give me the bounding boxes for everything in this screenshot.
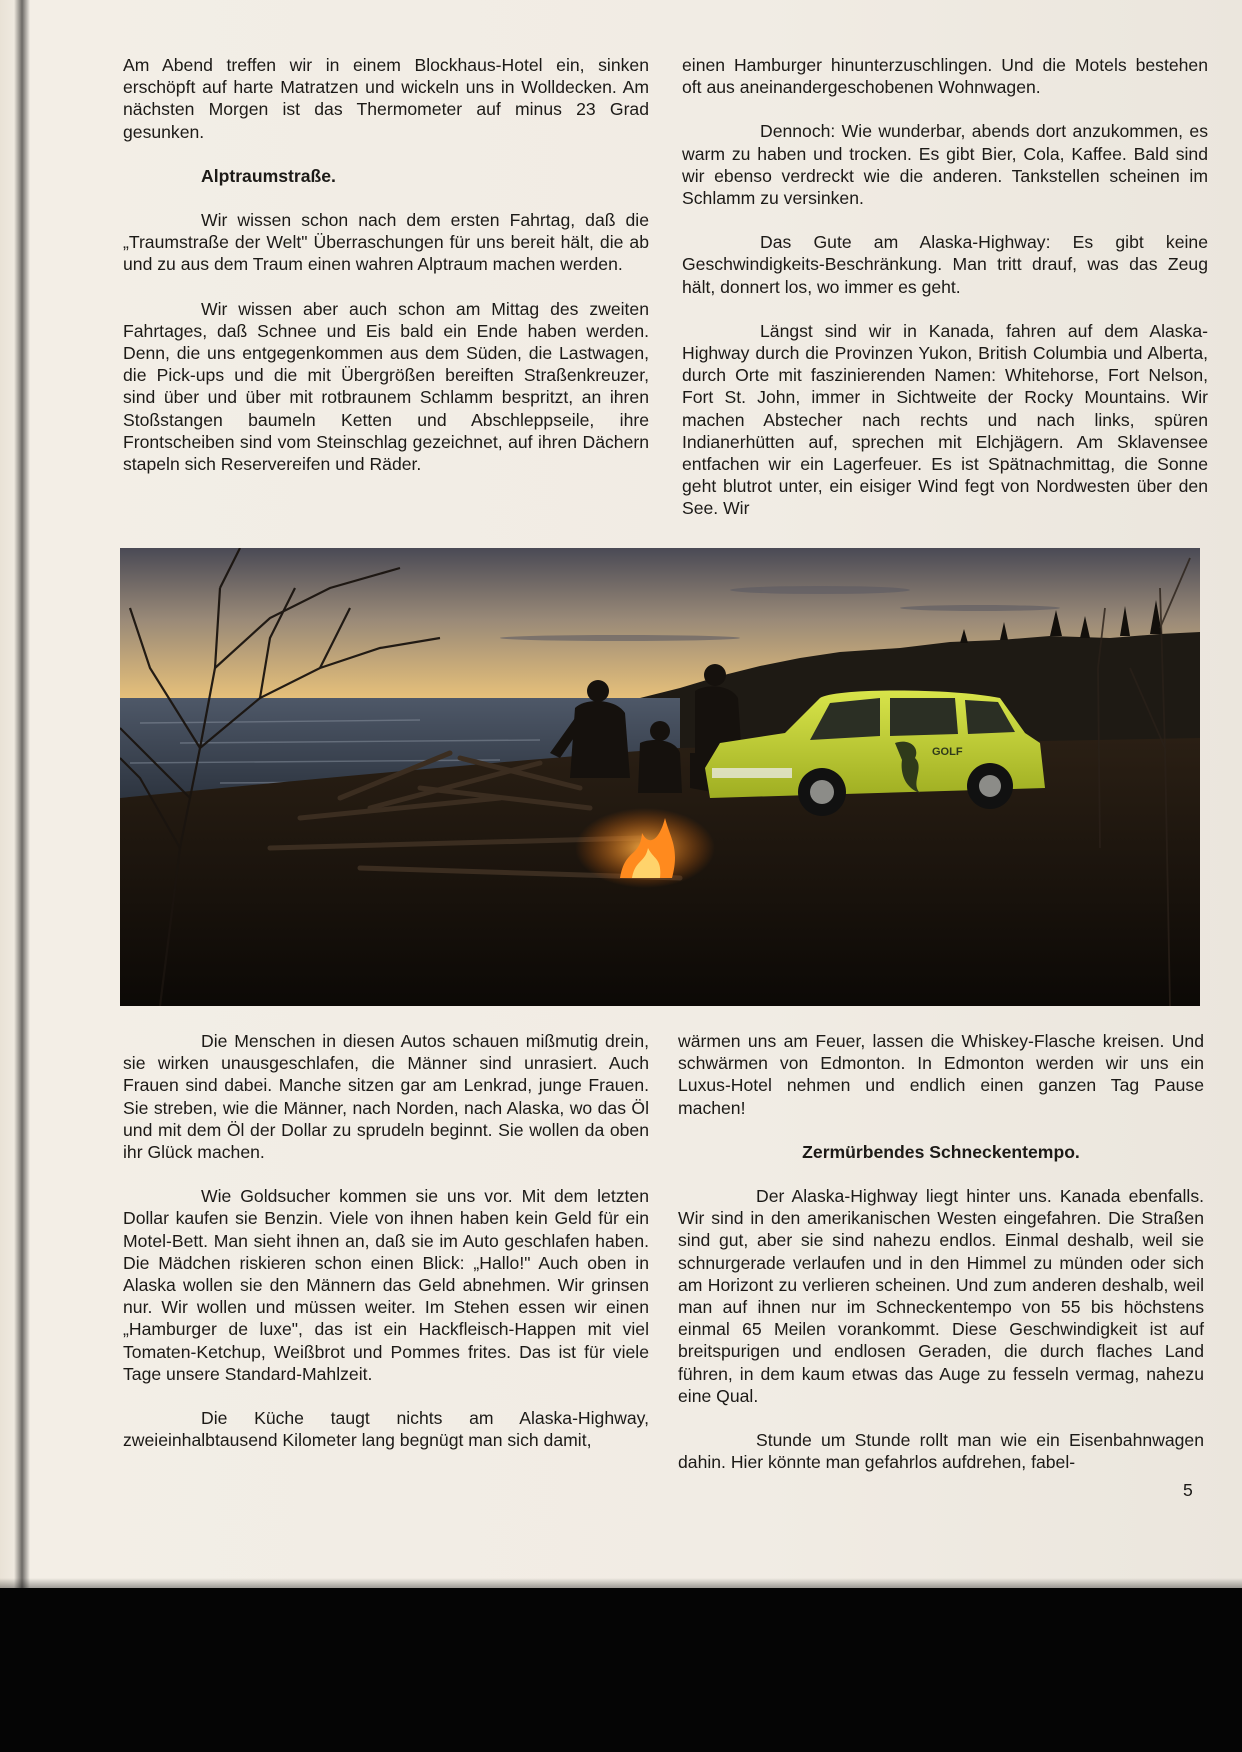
- section-heading: Zermürbendes Schneckentempo.: [802, 1141, 1080, 1162]
- text-column-bottom-right: [678, 1030, 1204, 1495]
- text-column-top-right: [682, 54, 1208, 542]
- section-heading: Alptraumstraße.: [201, 165, 336, 186]
- paragraph: Der Alaska-Highway liegt hinter uns. Kanada ebenfalls. Wir sind in den amerikanischen Westen eingefahren. Die Straßen sind gut, aber sie sind nahezu endlos. Einmal deshalb, weil sie schnurgerade verlaufen und in den Himmel zu münden oder sich am Horizont zu verlieren scheinen. Und zum anderen deshalb, weil man auf ihnen nur im Schneckentempo von 55 bis höchstens einmal 65 Meilen vorankommt. Diese Geschwindigkeit ist auf breitspurigen und endlosen Geraden, die durch flaches Land führen, in dem kaum etwas das Auge zu fesseln vermag, nahezu eine Qual.: [678, 1186, 1204, 1406]
- text-column-top-left: [123, 54, 649, 497]
- paragraph: Wir wissen aber auch schon am Mittag des zweiten Fahrtages, daß Schnee und Eis bald ein Ende haben werden. Denn, die uns entgegenkommen aus dem Süden, die Lastwagen, die Pick-ups und die mit Übergrößen bereiften Straßenkreuzer, sind über und über mit rotbraunem Schlamm bespritzt, an ihren Stoßstangen baumeln Ketten und Abschleppseile, ihre Frontscheiben sind vom Steinschlag gezeichnet, auf ihren Dächern stapeln sich Reservereifen und Räder.: [123, 298, 649, 475]
- paragraph: einen Hamburger hinunterzuschlingen. Und die Motels bestehen oft aus aneinandergeschobenen Wohnwagen.: [682, 55, 1208, 98]
- paragraph: Die Küche taugt nichts am Alaska-Highway, zweieinhalbtausend Kilometer lang begnügt man sich damit,: [123, 1408, 649, 1451]
- paragraph: Längst sind wir in Kanada, fahren auf dem Alaska-Highway durch die Provinzen Yukon, British Columbia und Alberta, durch Orte mit faszinierenden Namen: Whitehorse, Fort Nelson, Fort St. John, immer in Sichtweite der Rocky Mountains. Wir machen Abstecher nach rechts und nach links, spüren Indianerhütten auf, sprechen mit Elchjägern. Am Sklavensee entfachen wir ein Lagerfeuer. Es ist Spätnachmittag, die Sonne geht blutrot unter, ein eisiger Wind fegt von Nordwesten über den See. Wir: [682, 320, 1208, 519]
- paragraph: Das Gute am Alaska-Highway: Es gibt keine Geschwindigkeits-Beschränkung. Man tritt drauf, was das Zeug hält, donnert los, wo immer es geht.: [682, 232, 1208, 297]
- paragraph: Dennoch: Wie wunderbar, abends dort anzukommen, es warm zu haben und trocken. Es gibt Bier, Cola, Kaffee. Bald sind wir ebenso verdreckt wie die anderen. Tankstellen scheinen im Schlamm zu versinken.: [682, 121, 1208, 209]
- paragraph: Wie Goldsucher kommen sie uns vor. Mit dem letzten Dollar kaufen sie Benzin. Viele von ihnen haben kein Geld für ein Motel-Bett. Man sieht ihnen an, daß sie im Auto geschlafen haben. Die Mädchen riskieren schon einen Blick: „Hallo!" Auch oben in Alaska wollen sie den Männern das Geld abnehmen. Wir grinsen nur. Wir wollen und müssen weiter. Im Stehen essen wir einen „Hamburger de luxe", das ist ein Hackfleisch-Happen mit viel Tomaten-Ketchup, Weißbrot und Pommes frites. Das ist für viele Tage unsere Standard-Mahlzeit.: [123, 1186, 649, 1384]
- campfire-photo: [120, 548, 1200, 1006]
- paragraph: wärmen uns am Feuer, lassen die Whiskey-Flasche kreisen. Und schwärmen von Edmonton. In Edmonton werden wir uns ein Luxus-Hotel nehmen und endlich einen ganzen Tag Pause machen!: [678, 1031, 1204, 1118]
- text-column-bottom-left: [123, 1030, 649, 1473]
- car-door-text: GOLF: [932, 746, 963, 758]
- page-number: 5: [1183, 1480, 1193, 1500]
- paragraph: Wir wissen schon nach dem ersten Fahrtag, daß die „Traumstraße der Welt" Überraschungen für uns bereit hält, die ab und zu aus dem Traum einen wahren Alptraum machen werden.: [123, 210, 649, 275]
- paragraph: Am Abend treffen wir in einem Blockhaus-Hotel ein, sinken erschöpft auf harte Matratzen und wickeln uns in Wolldecken. Am nächsten Morgen ist das Thermometer auf minus 23 Grad gesunken.: [123, 55, 649, 142]
- paragraph: Stunde um Stunde rollt man wie ein Eisenbahnwagen dahin. Hier könnte man gefahrlos aufdrehen, fabel-: [678, 1430, 1204, 1473]
- paragraph: Die Menschen in diesen Autos schauen mißmutig drein, sie wirken unausgeschlafen, die Männer sind unrasiert. Auch Frauen sind dabei. Manche sitzen gar am Lenkrad, junge Frauen. Sie streben, wie die Männer, nach Norden, nach Alaska, wo das Öl und mit dem Öl der Dollar zu sprudeln beginnt. Sie wollen da oben ihr Glück machen.: [123, 1031, 649, 1163]
